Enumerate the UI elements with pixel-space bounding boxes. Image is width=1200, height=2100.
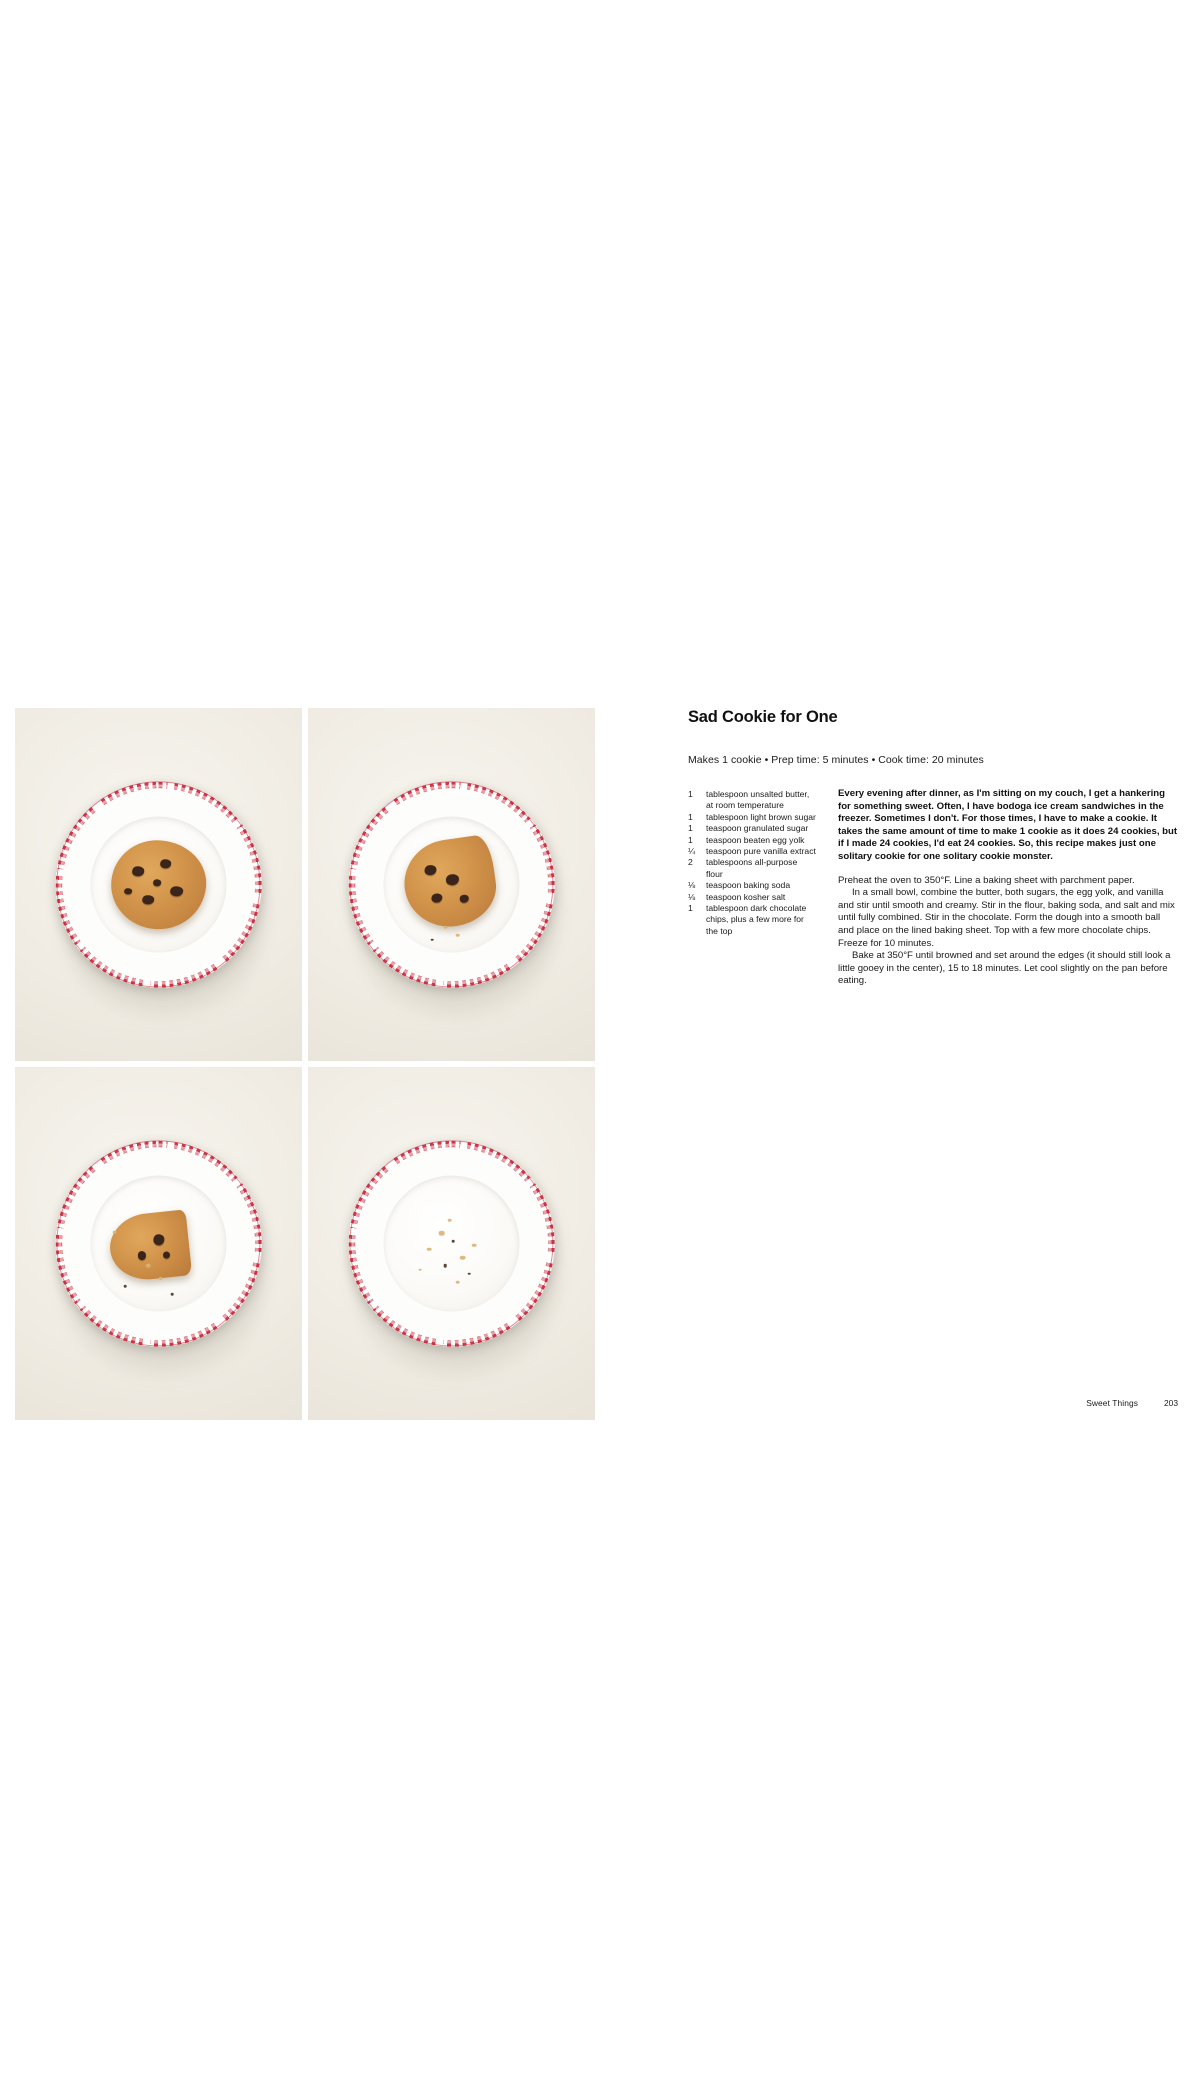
ingredient-amount: ¼	[688, 846, 696, 857]
photo-grid	[15, 708, 595, 1420]
plate-well	[383, 1175, 519, 1311]
photo-bitten-cookie	[308, 708, 595, 1061]
chocolate-chip	[162, 1251, 170, 1259]
ingredient-text: tablespoon unsalted butter, at room temperature	[706, 789, 810, 811]
ingredient-text: teaspoon beaten egg yolk	[706, 834, 805, 845]
chapter-name: Sweet Things	[1086, 1398, 1139, 1408]
crumb	[146, 1264, 151, 1268]
ingredient-item	[688, 789, 816, 812]
crumb	[468, 1272, 471, 1275]
recipe-step: In a small bowl, combine the butter, both sugars, the egg yolk, and vanilla and stir until smooth and creamy. Stir in the flour, baking soda, and salt and mix until fully combined. Stir in the chocolate. Form the dough into a smooth ball and place on the lined baking sheet. Top with a few more chocolate chips. Freeze for 10 minutes.	[838, 887, 1175, 949]
recipe-title: Sad Cookie for One	[688, 708, 838, 726]
checkered-plate	[348, 1140, 555, 1347]
chocolate-chip	[153, 879, 162, 886]
ingredient-item	[688, 846, 816, 857]
crumb	[113, 1231, 117, 1234]
ingredient-item	[688, 903, 816, 937]
chocolate-chip	[459, 894, 469, 902]
chocolate-chip	[423, 864, 436, 876]
recipe-step: Preheat the oven to 350°F. Line a baking sheet with parchment paper.	[838, 874, 1135, 886]
ingredient-text: teaspoon pure vanilla extract	[706, 846, 816, 857]
chocolate-chip	[142, 895, 153, 905]
checkered-plate	[55, 1140, 262, 1347]
recipe-meta: Makes 1 cookie • Prep time: 5 minutes • Cook time: 20 minutes	[688, 754, 984, 766]
ingredient-amount: 2	[688, 857, 693, 868]
cookie-whole	[111, 840, 206, 929]
checkered-plate	[55, 781, 262, 988]
ingredient-text: tablespoon dark chocolate chips, plus a few more for the top	[706, 903, 807, 936]
crumb	[443, 926, 448, 929]
ingredient-amount: 1	[688, 823, 693, 834]
crumb	[431, 938, 434, 940]
chocolate-chip	[431, 893, 443, 904]
recipe-block	[688, 708, 1178, 988]
method-column	[838, 788, 1178, 988]
chocolate-chip	[170, 886, 183, 896]
chocolate-chip	[445, 873, 460, 886]
ingredient-item	[688, 823, 816, 834]
ingredient-text: teaspoon baking soda	[706, 880, 791, 891]
recipe-body	[688, 788, 1178, 988]
ingredient-item	[688, 857, 816, 880]
ingredient-text: teaspoon granulated sugar	[706, 823, 809, 834]
ingredient-amount: ⅛	[688, 880, 696, 891]
ingredient-item	[688, 812, 816, 823]
checkered-plate	[348, 781, 555, 988]
crumb	[427, 1248, 432, 1251]
crumb	[171, 1293, 174, 1296]
photo-whole-cookie	[15, 708, 302, 1061]
ingredient-amount: 1	[688, 903, 693, 914]
chocolate-chip	[153, 1234, 165, 1246]
crumb	[456, 1281, 460, 1284]
ingredient-item	[688, 835, 816, 846]
recipe-step: Bake at 350°F until browned and set around the edges (it should still look a little gooey in the center), 15 to 18 minutes. Let cool slightly on the pan before eating.	[838, 950, 1171, 987]
ingredient-item	[688, 880, 816, 891]
page-footer	[688, 1398, 1178, 1408]
chocolate-chip	[137, 1250, 146, 1259]
crumb	[456, 934, 460, 937]
crumb	[418, 1268, 422, 1271]
ingredient-text: tablespoons all-purpose flour	[706, 857, 798, 879]
page-number: 203	[1164, 1398, 1178, 1408]
photo-empty-plate	[308, 1067, 595, 1420]
ingredient-text: teaspoon kosher salt	[706, 891, 786, 902]
crumb	[443, 1264, 447, 1267]
ingredient-item	[688, 892, 816, 903]
chocolate-chip	[132, 867, 144, 877]
ingredient-text: tablespoon light brown sugar	[706, 811, 816, 822]
recipe-headnote: Every evening after dinner, as I'm sitting on my couch, I get a hankering for something sweet. Often, I have bodoga ice cream sandwiches in the freezer. Sometimes I don't. For those times, I have to make a cookie. It takes the same amount of time to make 1 cookie as it does 24 cookies, but if I made 24 cookies, I'd eat 24 cookies. So, this recipe makes just one solitary cookie for one solitary cookie monster.	[838, 788, 1178, 862]
ingredient-amount: 1	[688, 789, 693, 799]
ingredient-amount: 1	[688, 834, 693, 845]
photo-half-cookie	[15, 1067, 302, 1420]
crumb	[460, 1256, 466, 1260]
ingredient-amount: 1	[688, 811, 693, 822]
chocolate-chip	[124, 888, 132, 895]
chocolate-chip	[160, 860, 170, 869]
ingredient-amount: ⅛	[688, 891, 696, 902]
crumb	[452, 1239, 455, 1242]
ingredients-list	[688, 788, 816, 937]
